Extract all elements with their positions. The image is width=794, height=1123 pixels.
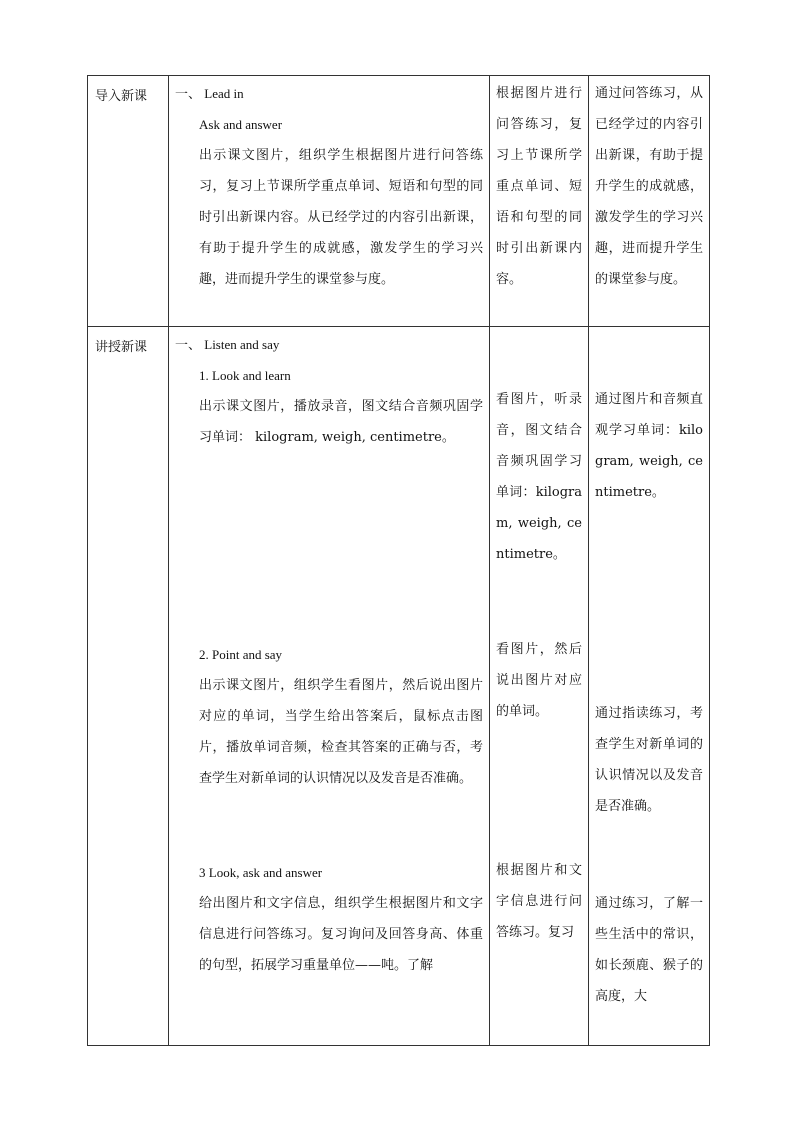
stage-cell <box>88 76 169 327</box>
student-activity-cell <box>490 327 589 1046</box>
stage-label: 讲授新课 <box>95 340 148 355</box>
design-purpose-cell <box>589 76 710 327</box>
subsection-title: 1. Look and learn <box>199 368 291 383</box>
table-row-lead-in <box>88 76 710 327</box>
activity-description: 给出图片和文字信息，组织学生根据图片和文字信息进行问答练习。复习询问及回答身高、体重的句型，拓展学习重量单位——吨。了解 <box>199 896 483 973</box>
subsection-title: 2. Point and say <box>199 647 283 662</box>
lesson-plan-table <box>87 75 710 1046</box>
stage-label: 导入新课 <box>95 89 148 104</box>
activity-description: 出示课文图片，播放录音，图文结合音频巩固学习单词： kilogram, weigh, centimetre。 <box>199 399 483 445</box>
activity-description: 出示课文图片，组织学生根据图片进行问答练习，复习上节课所学重点单词、短语和句型的同时引出新课内容。从已经学过的内容引出新课，有助于提升学生的成就感，激发学生的学习兴趣，进而提升学生的课堂参与度。 <box>199 148 483 287</box>
activity-description: 出示课文图片，组织学生看图片，然后说出图片对应的单词，当学生给出答案后，鼠标点击图片，播放单词音频，检查其答案的正确与否，考查学生对新单词的认识情况以及发音是否准确。 <box>199 678 483 786</box>
student-activity-text: 根据图片和文字信息进行问答练习。复习 <box>496 863 582 940</box>
design-purpose-text: 通过问答练习，从已经学过的内容引出新课，有助于提升学生的成就感，激发学生的学习兴趣，进而提升学生的课堂参与度。 <box>595 86 703 287</box>
subsection-title: 3 Look, ask and answer <box>199 865 323 880</box>
student-activity-cell <box>490 76 589 327</box>
teacher-activity-cell <box>169 76 490 327</box>
subsection-title: Ask and answer <box>199 117 283 132</box>
student-activity-text: 看图片，然后说出图片对应的单词。 <box>496 642 582 719</box>
design-purpose-text: 通过练习，了解一些生活中的常识，如长颈鹿、猴子的高度，大 <box>595 896 703 1004</box>
design-purpose-cell <box>589 327 710 1046</box>
stage-cell <box>88 327 169 1046</box>
teacher-activity-cell <box>169 327 490 1046</box>
section-heading: 一、 Lead in <box>175 86 244 101</box>
student-activity-text: 根据图片进行问答练习，复习上节课所学重点单词、短语和句型的同时引出新课内容。 <box>496 86 582 287</box>
design-purpose-text: 通过图片和音频直观学习单词：kilogram, weigh, centimetre。 <box>595 392 703 500</box>
table-row-new-lesson <box>88 327 710 1046</box>
student-activity-text: 看图片，听录音，图文结合音频巩固学习单词：kilogram, weigh, centimetre。 <box>496 392 582 562</box>
design-purpose-text: 通过指读练习，考查学生对新单词的认识情况以及发音是否准确。 <box>595 706 703 814</box>
section-heading: 一、 Listen and say <box>175 337 280 352</box>
